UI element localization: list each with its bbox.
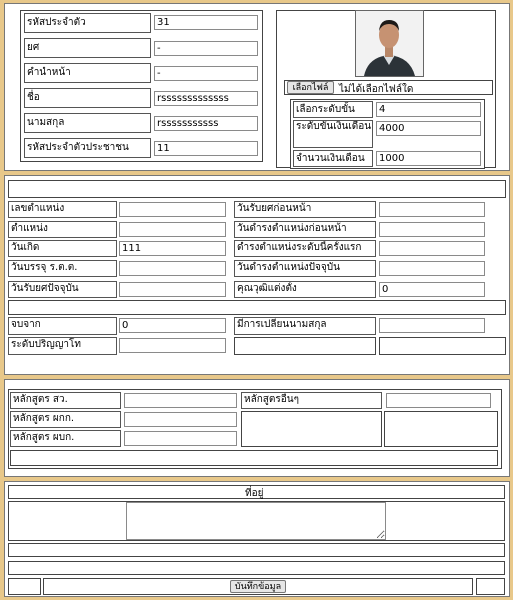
rank-field[interactable] bbox=[154, 41, 258, 56]
masters-degree-field[interactable] bbox=[119, 338, 226, 353]
position-spacer-row bbox=[8, 300, 506, 315]
address-empty-row bbox=[8, 561, 505, 575]
prev-position-date-field[interactable] bbox=[379, 222, 485, 237]
course-label: หลักสูตร ผกก. bbox=[10, 411, 121, 428]
no-file-text: ไม่ได้เลือกไฟล์ใด bbox=[339, 84, 414, 95]
position-label: ดำรงตำแหน่งระดับนี้ครั้งแรก bbox=[234, 240, 376, 257]
personal-label: ยศ bbox=[24, 38, 151, 58]
current-rank-date-field[interactable] bbox=[119, 282, 226, 297]
profile-photo bbox=[355, 10, 424, 77]
masters-empty-cell bbox=[379, 337, 506, 355]
course-other-field[interactable] bbox=[386, 393, 491, 408]
personal-label: คำนำหน้า bbox=[24, 63, 151, 83]
position-label: คุณวุฒิแต่งตั้ง bbox=[234, 281, 376, 298]
level-select-field[interactable] bbox=[376, 102, 481, 117]
position-label: มีการเปลี่ยนนามสกุล bbox=[234, 317, 376, 335]
course-other-empty bbox=[241, 411, 382, 447]
appoint-date-field[interactable] bbox=[119, 261, 226, 276]
salary-step-field[interactable] bbox=[376, 121, 481, 136]
masters-empty-cell bbox=[234, 337, 376, 355]
course-label: หลักสูตร สว. bbox=[10, 392, 121, 409]
salary-label: จำนวนเงินเดือน bbox=[293, 150, 373, 167]
save-button[interactable]: บันทึกข้อมูล bbox=[230, 580, 286, 593]
prefix-field[interactable] bbox=[154, 66, 258, 81]
salary-amount-field[interactable] bbox=[376, 151, 481, 166]
graduated-from-field[interactable] bbox=[119, 318, 226, 333]
position-label: วันรับยศปัจจุบัน bbox=[8, 281, 117, 298]
personal-label: นามสกุล bbox=[24, 113, 151, 133]
address-textarea[interactable] bbox=[126, 502, 386, 540]
salary-label: เลือกระดับขั้น bbox=[293, 101, 373, 118]
qualification-field[interactable] bbox=[379, 282, 485, 297]
last-name-field[interactable] bbox=[154, 116, 258, 131]
personal-label: รหัสประจำตัว bbox=[24, 13, 151, 33]
personal-label: รหัสประจำตัวประชาชน bbox=[24, 138, 151, 158]
position-label: ตำแหน่ง bbox=[8, 221, 117, 238]
course-label: หลักสูตร ผบก. bbox=[10, 430, 121, 447]
course-sv-field[interactable] bbox=[124, 393, 237, 408]
address-title: ที่อยู่ bbox=[245, 488, 264, 499]
current-position-date-field[interactable] bbox=[379, 261, 485, 276]
position-title-field[interactable] bbox=[119, 222, 226, 237]
personal-label: ชื่อ bbox=[24, 88, 151, 108]
course-pkk-field[interactable] bbox=[124, 412, 237, 427]
position-label: ระดับปริญญาโท bbox=[8, 337, 117, 355]
position-label: วันดำรงตำแหน่งก่อนหน้า bbox=[234, 221, 376, 238]
save-row-cell bbox=[8, 578, 41, 595]
first-name-field[interactable] bbox=[154, 91, 258, 106]
course-other-empty bbox=[384, 411, 498, 447]
person-photo-icon bbox=[356, 11, 423, 76]
address-empty-row bbox=[8, 543, 505, 557]
position-label: วันรับยศก่อนหน้า bbox=[234, 201, 376, 218]
position-label: วันเกิด bbox=[8, 240, 117, 257]
position-label: เลขตำแหน่ง bbox=[8, 201, 117, 218]
position-label: วันบรรจุ ร.ต.ต. bbox=[8, 260, 117, 277]
first-level-date-field[interactable] bbox=[379, 241, 485, 256]
save-row-cell bbox=[476, 578, 505, 595]
position-label: จบจาก bbox=[8, 317, 117, 335]
courses-bottom-row bbox=[10, 450, 498, 466]
personal-id-field[interactable] bbox=[154, 15, 258, 30]
position-label: วันดำรงตำแหน่งปัจจุบัน bbox=[234, 260, 376, 277]
position-number-field[interactable] bbox=[119, 202, 226, 217]
birth-date-field[interactable] bbox=[119, 241, 226, 256]
surname-change-field[interactable] bbox=[379, 318, 485, 333]
salary-label: ระดับขั้นเงินเดือน bbox=[293, 120, 373, 148]
course-pbk-field[interactable] bbox=[124, 431, 237, 446]
choose-file-button[interactable]: เลือกไฟล์ bbox=[287, 81, 334, 94]
position-header-strip bbox=[8, 180, 506, 198]
course-label: หลักสูตรอื่นๆ bbox=[241, 392, 382, 409]
prev-rank-date-field[interactable] bbox=[379, 202, 485, 217]
citizen-id-field[interactable] bbox=[154, 141, 258, 156]
